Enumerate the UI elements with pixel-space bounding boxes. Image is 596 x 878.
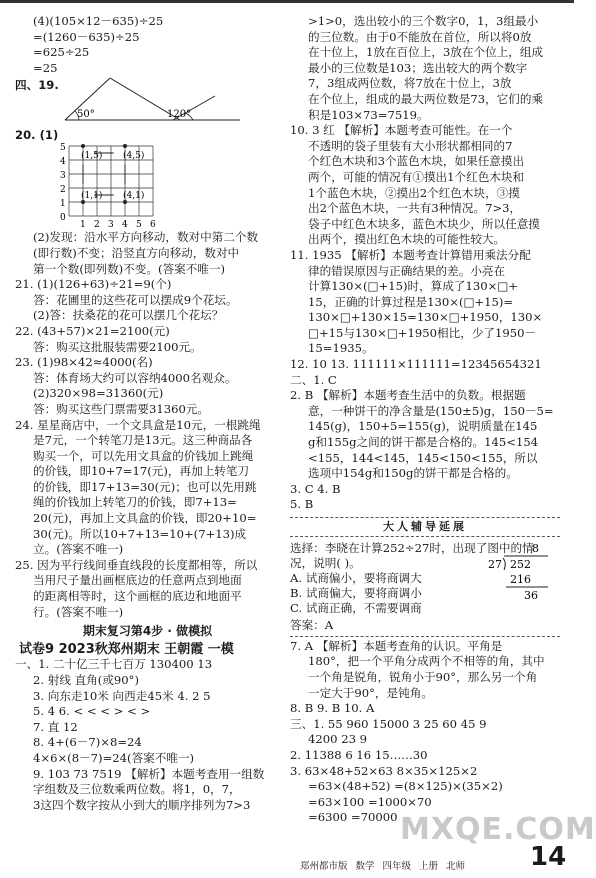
text-line: 8. B 9. B 10. A	[290, 701, 375, 716]
section-heading: 期末复习第4步 · 做模拟	[82, 624, 213, 639]
text-line: 个红色木块和3个蓝色木块，如果任意摸出	[308, 154, 525, 169]
x-tick-label: 1	[80, 220, 86, 231]
text-line: =6300 =70000	[308, 810, 398, 825]
text-line: 购买一个，可以先用文具盒的价钱加上跳绳	[33, 448, 254, 463]
text-line: (2)答：扶桑花的花可以摆几个花坛？	[33, 308, 224, 323]
text-line: 选项中154g和150g的饼干都是合格的。	[308, 466, 518, 481]
text-line: =63×(48+52) =(8×125)×(35×2)	[308, 779, 503, 794]
angle-figure	[15, 76, 280, 128]
text-line: 计算130×(□+15)时，算成了130×□+	[308, 279, 518, 294]
text-line: 况，说明( )。	[290, 556, 361, 571]
x-tick-label: 3	[108, 220, 114, 231]
text-line: 行。(答案不唯一)	[33, 604, 124, 619]
text-line: 3. 63×48+52×63 8×35×125×2	[290, 763, 478, 778]
text-line: =25	[33, 60, 58, 75]
text-line: 4×6×(8－7)=24(答案不唯一)	[33, 750, 195, 765]
watermark: MXQE.COM	[400, 812, 596, 847]
text-line: 是7元，一个转笔刀是13元。这三种商品各	[33, 433, 253, 448]
y-tick-label: 0	[60, 213, 66, 224]
point-label: (1,5)	[81, 151, 103, 162]
text-line: 1个蓝色木块，②摸出2个红色木块，③摸	[308, 185, 520, 200]
text-line: 答案：A	[290, 618, 334, 633]
text-line: (4)(105×12－635)÷25	[33, 14, 164, 28]
text-line: 第一个数(即列数)不变。(答案不唯一)	[33, 261, 225, 276]
text-line: 出两个，摸出红色木块的可能性较大。	[308, 232, 506, 247]
angle-label: 50°	[77, 109, 95, 121]
text-line: <155，144<145，145<150<155，所以	[308, 450, 538, 465]
text-line: 15=1935。	[308, 341, 374, 356]
text-line: 字组数及三位数乘两位数。将1，0，7，	[33, 782, 241, 797]
text-line: 11. 1935 【解析】本题考查计算错用乘法分配	[290, 247, 531, 262]
text-line: 7. 直 12	[33, 719, 78, 734]
exam-title: 试卷9 2023秋郑州期末 王朝霞 一模	[19, 641, 234, 657]
text-line: 9. 103 73 7519 【解析】本题考查用一组数	[33, 766, 265, 781]
text-line: =625÷25	[33, 45, 90, 60]
angle-label: 120°	[167, 109, 192, 121]
text-line: B. 试商偏大，要将商调小	[290, 586, 422, 601]
text-line: 立。(答案不唯一)	[33, 542, 124, 557]
text-line: 二、1. C	[290, 372, 337, 387]
text-line: 积是103×73=7519。	[308, 107, 429, 122]
text-line: 2. 11388 6 16 15……30	[290, 747, 428, 762]
text-line: =(1260－635)÷25	[33, 29, 140, 44]
grid-figure	[15, 128, 280, 230]
text-line: 一定大于90°，是钝角。	[308, 685, 433, 700]
product: 216	[510, 573, 531, 587]
quotient: 8	[532, 542, 539, 556]
question-label: 四、19.	[15, 78, 59, 93]
text-line: 20(元)，再加上文具盒的价钱，即20+10=	[33, 511, 257, 526]
page-number: 14	[530, 842, 567, 872]
text-line: 24. 星星商店中，一个文具盒是10元，一根跳绳	[15, 417, 261, 432]
text-line: =63×100 =1000×70	[308, 794, 432, 809]
text-line: 3这四个数字按从小到大的顺序排列为7>3	[33, 797, 251, 812]
text-line: 7，3组成两位数，将7放在十位上，3放	[308, 76, 512, 91]
dividend: 252	[510, 558, 531, 572]
text-line: 180°，把一个平角分成两个不相等的角，其中	[308, 654, 545, 669]
text-line: 12. 10 13. 111111×111111=12345654321	[290, 357, 542, 372]
text-line: 130×□+130×15=130×□+1950，130×	[308, 310, 543, 325]
y-tick-label: 4	[60, 157, 66, 168]
text-line: 袋子中红色木块多，蓝色木块少，所以任意摸	[308, 216, 540, 231]
text-line: 30(元)。所以10+7+13=10+(7+13)成	[33, 526, 247, 541]
grid-point	[81, 144, 85, 148]
text-line: 答：体育场大约可以容纳4000名观众。	[33, 370, 237, 385]
text-line: 出2个蓝色木块，一共有3种情况。7>3，	[308, 201, 522, 216]
text-line: 145(g)，150+5=155(g)，说明质量在145	[308, 419, 538, 434]
text-line: 最小的三位数是103；选出较大的两个数字	[308, 60, 528, 75]
text-line: 3. C 4. B	[290, 481, 341, 496]
text-line: 10. 3 红 【解析】本题考查可能性。在一个	[290, 123, 513, 138]
text-line: 25. 因为平行线间垂直线段的长度都相等，所以	[15, 557, 258, 572]
text-line: 律的错误原因与正确结果的差。小亮在	[308, 263, 506, 278]
text-line: 的三位数。由于0不能放在首位，所以将0放	[308, 29, 532, 44]
text-line: >1>0，选出较小的三个数字0，1，3组最小	[308, 14, 539, 28]
text-line: 2. B 【解析】本题考查生活中的负数。根据题	[290, 388, 526, 403]
question-label: 20. (1)	[15, 128, 59, 143]
text-line: 一、1. 二十亿三千七百万 130400 13	[15, 657, 213, 672]
text-line: 的价钱，即17+13=30(元)；也可以先用跳	[33, 479, 257, 494]
top-rule	[0, 0, 574, 3]
text-line: 3. 向东走10米 向西走45米 4. 2 5	[33, 688, 211, 703]
text-line: 15，正确的计算过程是130×(□+15)=	[308, 294, 514, 309]
y-tick-label: 1	[60, 199, 66, 210]
y-tick-label: 2	[60, 185, 66, 196]
grid-point	[123, 144, 127, 148]
text-line: 4200 23 9	[308, 732, 368, 747]
point-label: (1,1)	[81, 191, 103, 202]
text-line: C. 试商正确，不需要调商	[290, 601, 422, 616]
text-line: 的价钱，即10+7=17(元)，再加上转笔刀	[33, 464, 250, 479]
coordinate-grid	[55, 128, 195, 230]
long-division	[486, 540, 556, 602]
text-line: 一个角是锐角，锐角小于90°，那么另一个角	[308, 669, 538, 684]
text-line: 意，一种饼干的净含量是(150±5)g，150－5=	[308, 403, 554, 418]
text-line: 22. (43+57)×21=2100(元)	[15, 323, 170, 338]
text-line: 的距离相等时，这个画框的底边和地面平	[33, 589, 242, 604]
text-line: 5. B	[290, 497, 314, 512]
angle-diagram	[55, 76, 255, 128]
text-line: 21. (1)(126+63)÷21=9(个)	[15, 277, 172, 292]
y-tick-label: 3	[60, 171, 66, 182]
divisor: 27	[488, 558, 502, 572]
text-line: 在十位上，1放在百位上，3放在个位上，组成	[308, 45, 544, 60]
text-line: 8. 4+(6－7)×8=24	[33, 735, 142, 750]
text-line: 绳的价钱加上转笔刀的价钱，即7+13=	[33, 495, 237, 510]
left-column	[15, 14, 280, 813]
page-footer: 郑州都市版 数学 四年级 上册 北师	[300, 861, 466, 872]
text-line: A. 试商偏小，要将商调大	[290, 571, 422, 586]
text-line: 两个，可能的情况有①摸出1个红色木块和	[308, 169, 525, 184]
text-line: 23. (1)98×42≈4000(名)	[15, 355, 153, 370]
remainder: 36	[524, 589, 538, 603]
x-tick-label: 5	[136, 220, 142, 231]
text-line: 7. A 【解析】本题考查角的认识。平角是	[290, 638, 503, 653]
x-tick-label: 2	[94, 220, 100, 231]
text-line: 答：花圃里的这些花可以摆成9个花坛。	[33, 292, 238, 307]
text-line: (2)发现：沿水平方向移动，数对中第二个数	[33, 230, 259, 245]
right-column	[290, 14, 560, 826]
x-tick-label: 4	[122, 220, 128, 231]
text-line: 当用尺子量出画框底边的任意两点到地面	[33, 573, 242, 588]
extension-heading: 大人辅导延展	[290, 517, 560, 537]
text-line: 答：购买这批服装需要2100元。	[33, 339, 202, 354]
x-tick-label: 6	[150, 220, 156, 231]
text-line: 三、1. 55 960 15000 3 25 60 45 9	[290, 716, 487, 731]
text-line: 不透明的袋子里装有大小形状都相同的7	[308, 138, 513, 153]
point-label: (4,1)	[123, 191, 145, 202]
text-line: 5. 4 6. < < < > < >	[33, 704, 151, 719]
text-line: 2. 射线 直角(或90°)	[33, 673, 139, 687]
text-line: (2)320×98=31360(元)	[33, 386, 164, 401]
text-line: (即行数)不变；沿竖直方向移动，数对中	[33, 245, 240, 260]
text-line: □+15与130×□+1950相比，少了1950－	[308, 325, 537, 340]
divider	[290, 636, 560, 637]
point-label: (4,5)	[123, 151, 145, 162]
y-tick-label: 5	[60, 143, 66, 154]
text-line: g和155g之间的饼干都是合格的。145<154	[308, 435, 539, 450]
text-line: 选择：李晓在计算252÷27时，出现了图中的情	[290, 540, 534, 555]
text-line: 答：购买这些门票需要31360元。	[33, 401, 210, 416]
text-line: 在个位上，组成的最大两位数是73，它们的乘	[308, 91, 544, 106]
